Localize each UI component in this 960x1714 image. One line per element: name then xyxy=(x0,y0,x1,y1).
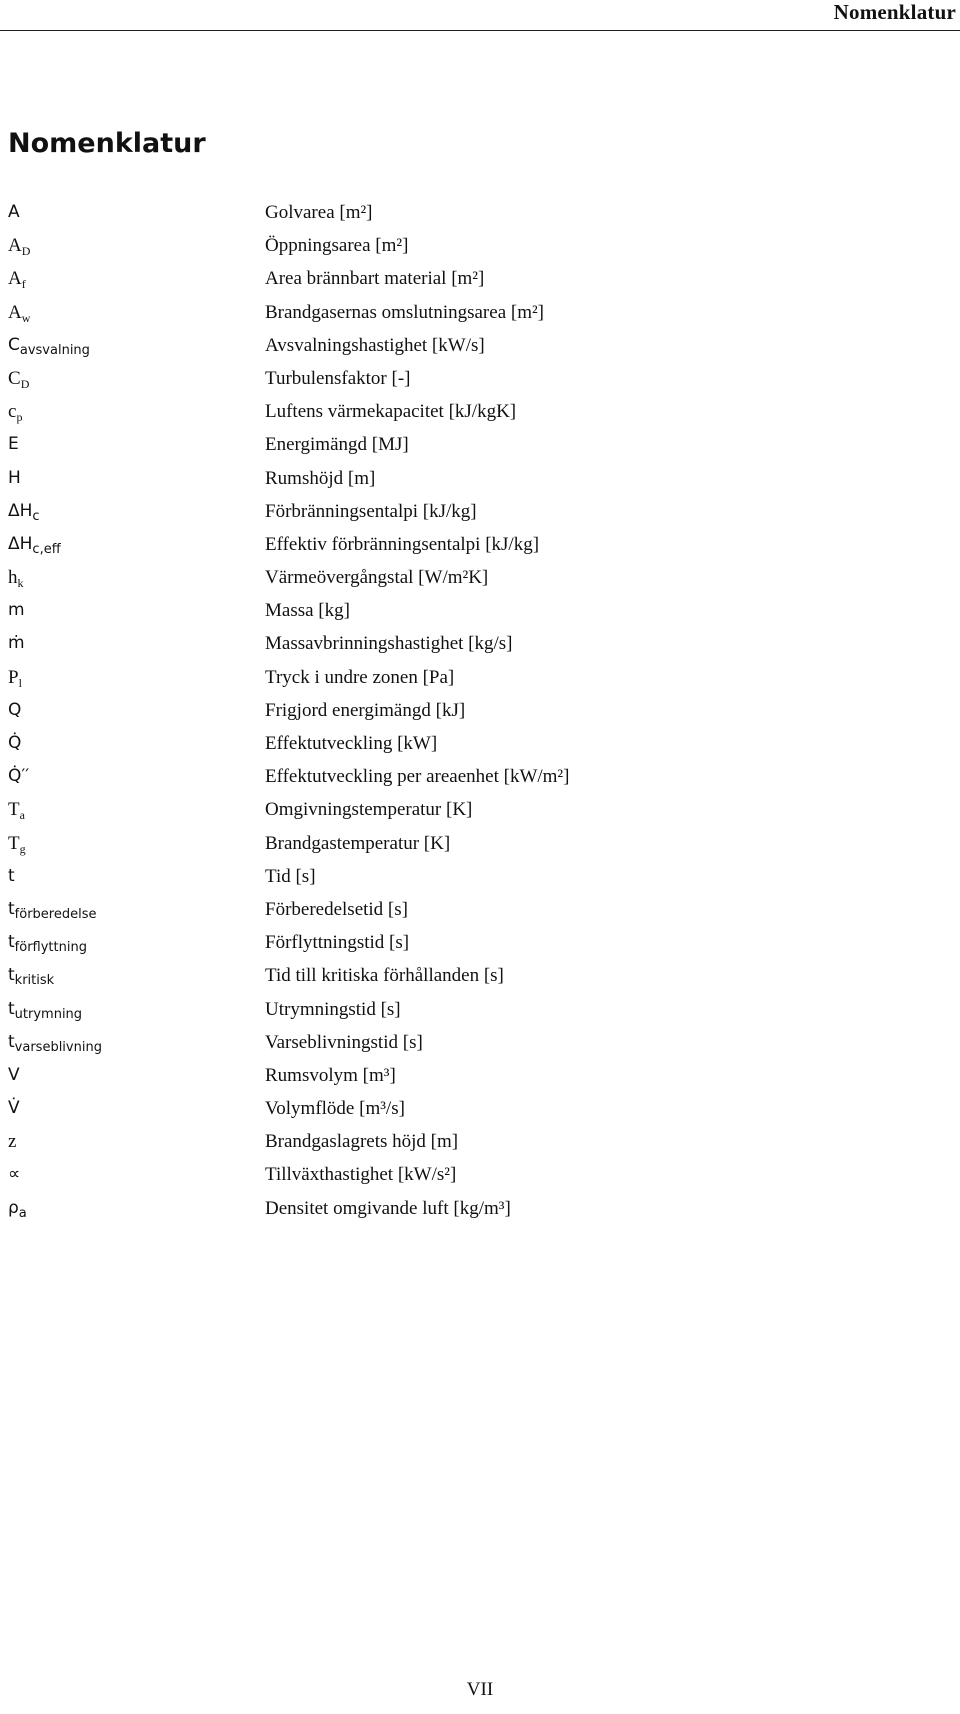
symbol xyxy=(8,561,24,594)
symbol-subscript: c,eff xyxy=(32,541,61,557)
nomenclature-row xyxy=(0,926,940,959)
symbol-subscript: l xyxy=(18,675,22,690)
symbol-base: h xyxy=(8,567,18,589)
symbol-base: T xyxy=(8,799,20,821)
symbol-subscript: kritisk xyxy=(14,973,55,989)
symbol-base: A xyxy=(8,202,20,222)
nomenclature-row xyxy=(0,594,940,627)
symbol-description: Area brännbart material [m²] xyxy=(265,268,485,290)
symbol-subscript: c xyxy=(32,508,40,524)
symbol-description: Varseblivningstid [s] xyxy=(265,1031,423,1053)
nomenclature-row xyxy=(0,395,940,428)
symbol-subscript: utrymning xyxy=(14,1006,83,1022)
symbol-subscript: a xyxy=(18,1205,27,1221)
symbol-base: T xyxy=(8,832,20,854)
symbol-subscript: varseblivning xyxy=(14,1039,102,1055)
symbol xyxy=(8,1125,16,1158)
symbol-subscript: D xyxy=(20,376,30,391)
symbol-subscript: a xyxy=(19,808,25,823)
symbol-description: Tryck i undre zonen [Pa] xyxy=(265,666,455,688)
symbol-subscript: D xyxy=(21,244,31,259)
symbol-description: Massavbrinningshastighet [kg/s] xyxy=(265,633,513,655)
symbol-subscript: förflyttning xyxy=(14,940,87,956)
symbol xyxy=(8,793,25,826)
symbol xyxy=(8,495,40,528)
nomenclature-row xyxy=(0,1026,940,1059)
symbol xyxy=(8,428,19,461)
symbol-description: Rumsvolym [m³] xyxy=(265,1064,396,1086)
symbol xyxy=(8,926,87,959)
symbol xyxy=(8,196,20,229)
symbol-base: t xyxy=(8,865,15,886)
symbol-subscript: förberedelse xyxy=(14,906,97,922)
symbol-base: E xyxy=(8,434,19,455)
symbol xyxy=(8,528,61,561)
symbol xyxy=(8,827,26,860)
symbol xyxy=(8,1026,102,1059)
page-title: Nomenklatur xyxy=(8,128,206,159)
symbol-description: Öppningsarea [m²] xyxy=(265,235,409,257)
nomenclature-row xyxy=(0,229,940,262)
symbol-description: Energimängd [MJ] xyxy=(265,434,409,456)
nomenclature-row xyxy=(0,495,940,528)
symbol xyxy=(8,462,21,495)
nomenclature-row xyxy=(0,428,940,461)
symbol-subscript: w xyxy=(21,310,31,325)
nomenclature-row xyxy=(0,329,940,362)
nomenclature-row xyxy=(0,362,940,395)
nomenclature-row xyxy=(0,793,940,826)
symbol-subscript: p xyxy=(16,410,23,425)
symbol xyxy=(8,760,29,793)
running-header xyxy=(0,0,960,31)
symbol-description: Rumshöjd [m] xyxy=(265,467,376,489)
symbol-subscript: avsvalning xyxy=(19,342,90,358)
nomenclature-row xyxy=(0,959,940,992)
symbol-description: Brandgastemperatur [K] xyxy=(265,832,451,854)
symbol-base: ΔH xyxy=(8,533,33,554)
symbol xyxy=(8,229,30,262)
nomenclature-row xyxy=(0,561,940,594)
symbol-description: Förflyttningstid [s] xyxy=(265,932,410,954)
symbol-base: m xyxy=(8,600,25,621)
symbol-description: Brandgasernas omslutningsarea [m²] xyxy=(265,301,545,323)
symbol-description: Turbulensfaktor [-] xyxy=(265,367,411,389)
symbol-base: Q̇′′ xyxy=(8,766,30,787)
symbol-description: Effektutveckling [kW] xyxy=(265,733,438,754)
nomenclature-row xyxy=(0,196,940,229)
nomenclature-row xyxy=(0,694,940,727)
symbol xyxy=(8,860,15,893)
nomenclature-row xyxy=(0,627,940,660)
symbol-description: Brandgaslagrets höjd [m] xyxy=(265,1131,459,1153)
nomenclature-row xyxy=(0,528,940,561)
symbol-base: ρ xyxy=(8,1197,19,1218)
symbol xyxy=(8,594,25,627)
symbol-description: Förbränningsentalpi [kJ/kg] xyxy=(265,500,477,522)
symbol-description: Förberedelsetid [s] xyxy=(265,898,408,920)
symbol-base: t xyxy=(8,998,15,1019)
symbol-description: Omgivningstemperatur [K] xyxy=(265,799,473,821)
symbol-base: t xyxy=(8,965,15,986)
nomenclature-row xyxy=(0,1192,940,1225)
nomenclature-row xyxy=(0,760,940,793)
symbol-base: A xyxy=(8,268,22,290)
symbol xyxy=(8,661,22,694)
symbol-description: Effektutveckling per areaenhet [kW/m²] xyxy=(265,766,570,788)
symbol-subscript: g xyxy=(19,841,26,856)
nomenclature-row xyxy=(0,827,940,860)
symbol-base: V xyxy=(8,1064,20,1085)
nomenclature-row xyxy=(0,893,940,926)
nomenclature-row xyxy=(0,1125,940,1158)
symbol-description: Frigjord energimängd [kJ] xyxy=(265,699,466,721)
symbol xyxy=(8,1059,20,1092)
symbol xyxy=(8,727,21,760)
symbol xyxy=(8,1158,20,1191)
symbol xyxy=(8,329,90,362)
symbol-description: Golvarea [m²] xyxy=(265,202,373,223)
nomenclature-row xyxy=(0,1059,940,1092)
symbol-base: C xyxy=(8,367,21,389)
symbol-description: Massa [kg] xyxy=(265,600,350,622)
symbol-description: Tid [s] xyxy=(265,865,316,887)
symbol-base: z xyxy=(8,1131,17,1153)
symbol xyxy=(8,1092,20,1125)
symbol xyxy=(8,362,29,395)
nomenclature-row xyxy=(0,727,940,760)
symbol-description: Tid till kritiska förhållanden [s] xyxy=(265,965,504,987)
symbol-base: t xyxy=(8,1031,15,1052)
symbol xyxy=(8,893,97,926)
symbol-base: P xyxy=(8,666,19,688)
symbol xyxy=(8,694,21,727)
symbol-base: A xyxy=(8,301,22,323)
symbol-subscript: k xyxy=(17,576,24,591)
symbol-description: Värmeövergångstal [W/m²K] xyxy=(265,567,489,589)
symbol-base: c xyxy=(8,401,17,423)
symbol-base: Q̇ xyxy=(8,733,22,753)
symbol-base: C xyxy=(8,334,20,355)
nomenclature-row xyxy=(0,296,940,329)
symbol-base: A xyxy=(8,235,22,257)
symbol-description: Utrymningstid [s] xyxy=(265,998,401,1020)
symbol-base: ΔH xyxy=(8,500,33,521)
nomenclature-row xyxy=(0,262,940,295)
symbol xyxy=(8,296,30,329)
nomenclature-row xyxy=(0,1092,940,1125)
nomenclature-row xyxy=(0,1158,940,1191)
symbol xyxy=(8,262,26,295)
symbol-base: H xyxy=(8,467,21,488)
symbol-base: Q xyxy=(8,699,22,720)
symbol-base: ṁ xyxy=(8,633,25,654)
page-number: VII xyxy=(466,1679,494,1700)
symbol-subscript: f xyxy=(21,277,26,292)
running-header-title: Nomenklatur xyxy=(833,0,956,24)
symbol-base: ∝ xyxy=(8,1164,21,1185)
symbol-base: t xyxy=(8,898,15,919)
symbol-description: Luftens värmekapacitet [kJ/kgK] xyxy=(265,401,517,423)
symbol-description: Volymflöde [m³/s] xyxy=(265,1098,405,1120)
nomenclature-row xyxy=(0,661,940,694)
symbol-base: t xyxy=(8,932,15,953)
symbol xyxy=(8,627,25,660)
nomenclature-row xyxy=(0,462,940,495)
symbol xyxy=(8,1192,27,1225)
symbol xyxy=(8,395,22,428)
symbol-description: Tillväxthastighet [kW/s²] xyxy=(265,1164,457,1186)
nomenclature-row xyxy=(0,860,940,893)
symbol-description: Avsvalningshastighet [kW/s] xyxy=(265,334,485,356)
symbol xyxy=(8,993,82,1026)
symbol-base: V̇ xyxy=(8,1098,20,1119)
symbol-description: Effektiv förbränningsentalpi [kJ/kg] xyxy=(265,533,540,555)
nomenclature-list xyxy=(0,196,940,1225)
symbol-description: Densitet omgivande luft [kg/m³] xyxy=(265,1197,511,1219)
symbol xyxy=(8,959,54,992)
nomenclature-row xyxy=(0,993,940,1026)
